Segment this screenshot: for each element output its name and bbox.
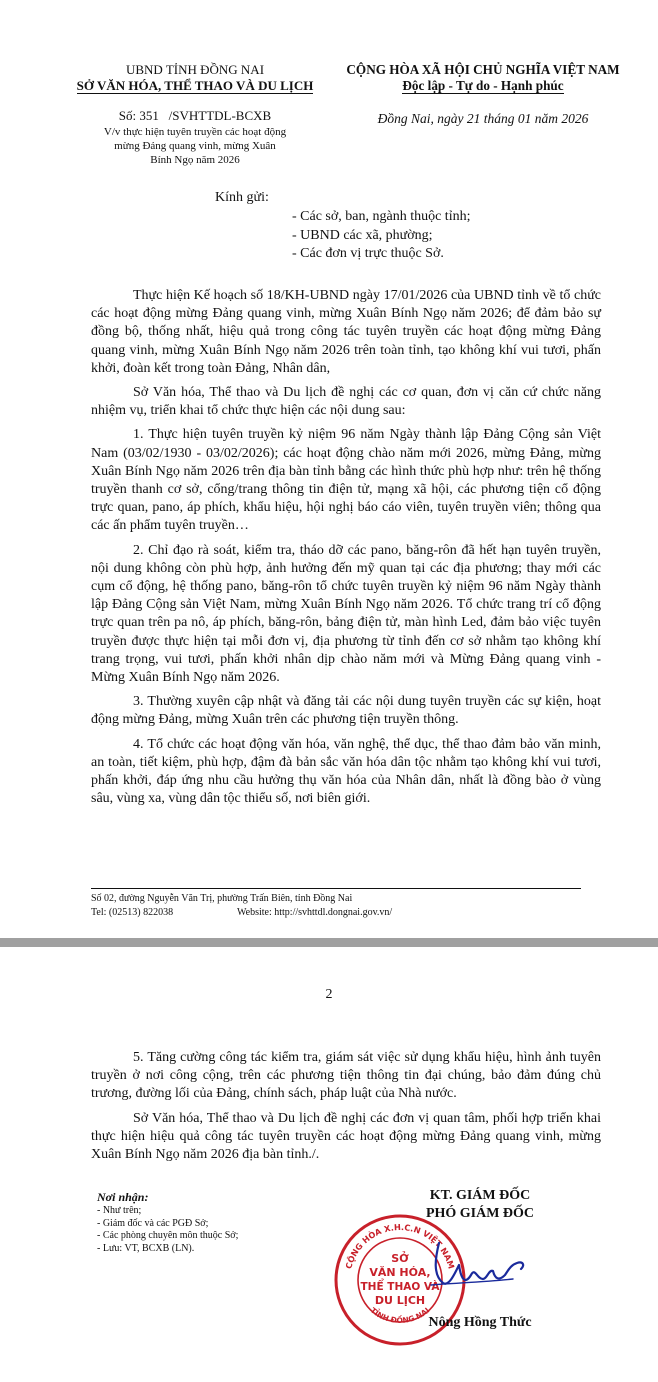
agency-name: SỞ VĂN HÓA, THỂ THAO VÀ DU LỊCH xyxy=(76,78,314,93)
signature-position: PHÓ GIÁM ĐỐC xyxy=(425,1206,535,1221)
agency-parent: UBND TỈNH ĐỒNG NAI xyxy=(125,62,265,77)
issue-date: Đồng Nai, ngày 21 tháng 01 năm 2026 xyxy=(377,111,589,126)
receivers-list xyxy=(97,1205,238,1255)
footer-tel: Tel: (02513) 822038 xyxy=(91,907,174,918)
stamp-line-4: DU LỊCH xyxy=(374,1294,426,1307)
signature-title: KT. GIÁM ĐỐC xyxy=(429,1188,531,1203)
paragraph-item-1: 1. Thực hiện tuyên truyền kỷ niệm 96 năm Ngày thành lập Đảng Cộng sản Việt Nam (03/02/1930 - 03/02/2026); các hoạt động chào năm mới 2026, mừng Đảng, mừng Xuân Bính Ngọ năm 2026 trên địa bàn tỉnh bằng các hình thức phù hợp như: trên hệ thống truyền thanh cơ sở, cổng/trang thông tin điện tử, mạng xã hội, các phương tiện cổ động trực quan, pano, áp phích, khẩu hiệu, hội nghị báo cáo viên, tuyên truyền viên; thông qua các ấn phẩm tuyên truyền… xyxy=(91,427,601,534)
greeting: Kính gửi: xyxy=(215,190,269,205)
page-number: 2 xyxy=(325,987,333,1002)
stamp-line-1: SỞ xyxy=(391,1252,409,1265)
footer-website: Website: http://svhttdl.dongnai.gov.vn/ xyxy=(237,907,393,918)
paragraph-intro: Thực hiện Kế hoạch số 18/KH-UBND ngày 17/01/2026 của UBND tỉnh về tổ chức các hoạt động mừng Đảng quang vinh, mừng Xuân Bính Ngọ năm 2026; để đảm bảo sự đồng bộ, thống nhất, hiệu quả trong công tác tuyên truyền các hoạt động mừng Đảng quang vinh, mừng Xuân Bính Ngọ năm 2026 trên toàn tỉnh, tạo không khí vui tươi, phấn khởi, đoàn kết trong toàn Đảng, Nhân dân, xyxy=(91,288,601,376)
paragraph-item-3: 3. Thường xuyên cập nhật và đăng tải các nội dung tuyên truyền các sự kiện, hoạt động mừng Đảng, mừng Xuân trên các phương tiện truyền thông. xyxy=(91,694,601,728)
document-number: Số: 351 /SVHTTDL-BCXB xyxy=(118,108,272,123)
body-page1 xyxy=(91,287,601,808)
signer-name: Nông Hồng Thức xyxy=(428,1315,532,1330)
subject-line-2: mừng Đảng quang vinh, mừng Xuân xyxy=(114,140,276,152)
recipient-list xyxy=(292,208,470,264)
subject-line-3: Bính Ngọ năm 2026 xyxy=(150,154,240,166)
body-page2 xyxy=(91,1049,601,1164)
paragraph-closing: Sở Văn hóa, Thể thao và Du lịch đề nghị các đơn vị quan tâm, phối hợp triển khai thực hiện hiệu quả công tác tuyên truyền các hoạt động mừng Đảng quang vinh, mừng Xuân Bính Ngọ năm 2026 địa bàn tỉnh./. xyxy=(91,1110,601,1163)
footer-rule xyxy=(91,888,581,889)
subject-line-1: V/v thực hiện tuyên truyền các hoạt động xyxy=(103,126,287,138)
receiver-item: - Như trên; xyxy=(97,1205,142,1216)
stamp-line-3: THỂ THAO VÀ xyxy=(360,1281,440,1293)
receivers-title: Nơi nhận: xyxy=(97,1190,149,1204)
receiver-item: - Lưu: VT, BCXB (LN). xyxy=(97,1242,195,1254)
national-title: CỘNG HÒA XÃ HỘI CHỦ NGHĨA VIỆT NAM xyxy=(346,62,620,77)
footer-address: Số 02, đường Nguyễn Văn Trị, phường Trấn Biên, tỉnh Đồng Nai xyxy=(91,893,353,904)
recipient-item: - Các sở, ban, ngành thuộc tỉnh; xyxy=(292,209,471,224)
stamp-outer-text: CỘNG HÒA X.H.C.N VIỆT NAM xyxy=(343,1221,457,1270)
paragraph-item-4: 4. Tổ chức các hoạt động văn hóa, văn nghệ, thể dục, thể thao đảm bảo văn minh, an toàn, tiết kiệm, phù hợp, đậm đà bản sắc văn hóa dân tộc nhằm tạo không khí vui tươi, phấn khởi, đáp ứng nhu cầu hưởng thụ văn hóa của Nhân dân, nhất là đồng bào ở vùng sâu, vùng xa, vùng dân tộc thiểu số, nơi biên giới. xyxy=(91,736,601,807)
recipient-item: - UBND các xã, phường; xyxy=(292,227,433,243)
receiver-item: - Giám đốc và các PGĐ Sở; xyxy=(97,1217,209,1229)
receiver-item: - Các phòng chuyên môn thuộc Sở; xyxy=(97,1230,239,1242)
recipient-item: - Các đơn vị trực thuộc Sở. xyxy=(292,246,444,261)
national-motto: Độc lập - Tự do - Hạnh phúc xyxy=(402,78,564,93)
handwritten-signature xyxy=(425,1235,535,1295)
page-separator xyxy=(0,938,658,947)
paragraph-request: Sở Văn hóa, Thể thao và Du lịch đề nghị các cơ quan, đơn vị căn cứ chức năng nhiệm vụ, triển khai tổ chức thực hiện các nội dung sau: xyxy=(91,385,601,419)
paragraph-item-5: 5. Tăng cường công tác kiểm tra, giám sát việc sử dụng khẩu hiệu, hình ảnh tuyên truyền ở nơi công cộng, trên các phương tiện thông tin đại chúng, bảo đảm đúng chủ trương, đường lối của Đảng, chính sách, pháp luật của Nhà nước. xyxy=(91,1050,601,1102)
stamp-line-2: VĂN HÓA, xyxy=(369,1266,431,1279)
stamp-bottom-text: TỈNH ĐỒNG NAI xyxy=(368,1305,432,1325)
paragraph-item-2: 2. Chỉ đạo rà soát, kiểm tra, tháo dỡ các pano, băng-rôn đã hết hạn tuyên truyền, nội dung không còn phù hợp, ảnh hưởng đến mỹ quan tại các địa phương; thay mới các cụm cổ động, hệ thống pano, băng-rôn tổ chức tuyên truyền kỷ niệm 96 năm Ngày thành lập Đảng Cộng sản Việt Nam, mừng Xuân Bính Ngọ năm 2026. Tổ chức trang trí cổ động trực quan trên pa nô, áp phích, băng-rôn, bảng điện tử, màn hình Led, đảm bảo việc tuyên truyền được thực hiện tại mỗi đơn vị, địa phương từ tỉnh đến cơ sở nhằm tạo không khí trang trọng, vui tươi, phấn khởi nhân dịp chào năm mới và Mừng Đảng quang vinh - Mừng Xuân Bính Ngọ năm 2026. xyxy=(91,542,601,686)
